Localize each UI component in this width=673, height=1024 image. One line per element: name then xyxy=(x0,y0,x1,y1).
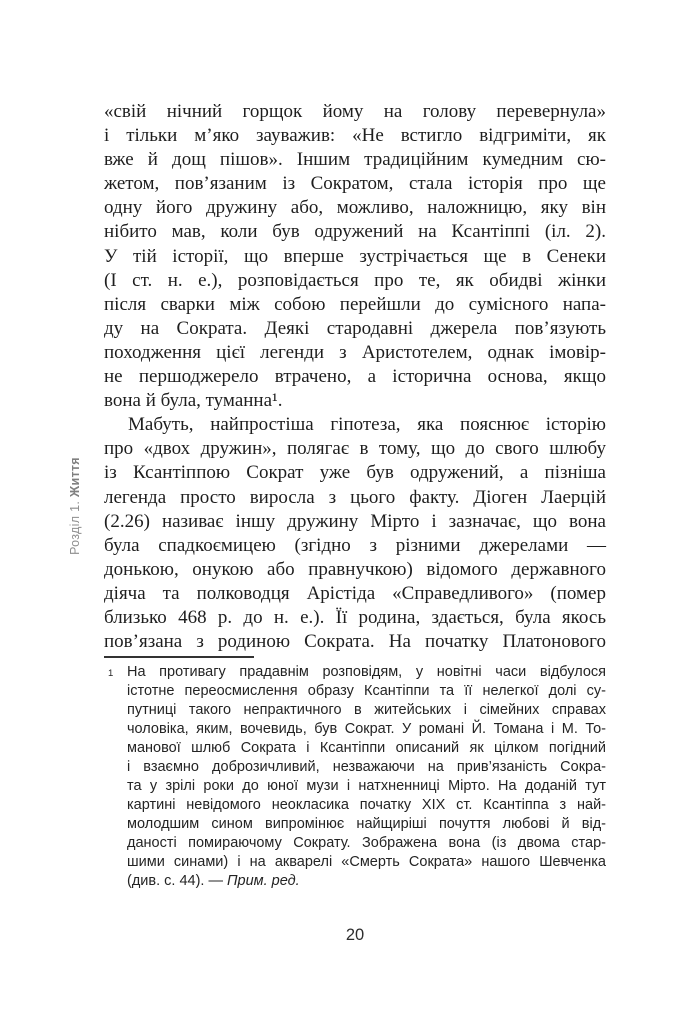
footnote-line: істотне переосмислення образу Ксантіппи та її нелегкої долі су- xyxy=(127,683,606,699)
footnote-line: та у зрілі роки до юної музи і натхненниці Мірто. На доданій тут xyxy=(127,778,606,794)
footnote-body xyxy=(104,663,606,891)
chapter-title: Життя xyxy=(68,457,82,498)
text-line: одну його дружину або, можливо, наложницю, яку він xyxy=(104,197,606,219)
text-line: Мабуть, найпростіша гіпотеза, яка пояснює історію xyxy=(128,414,606,436)
text-line: близько 468 р. до н. е.). Її родина, здається, була якось xyxy=(104,606,606,628)
text-line: (І ст. н. е.), розповідається про те, як обидві жінки xyxy=(104,269,606,291)
text-line: нібито мав, коли був одружений на Ксантіппі (іл. 2). xyxy=(104,221,606,243)
footnote-closing-text: (див. с. 44). — xyxy=(127,873,227,889)
text-line: діяча та полководця Арістіда «Справедливого» (помер xyxy=(104,582,606,604)
footnote-line: путниці такого непрактичного в житейських і сімейних справах xyxy=(127,702,606,718)
paragraph-1 xyxy=(104,100,606,413)
chapter-number: Розділ 1. xyxy=(68,497,82,555)
text-line: донькою, онукою або правнучкою) відомого державного xyxy=(104,558,606,580)
main-text-block xyxy=(104,100,606,654)
paragraph-2 xyxy=(104,413,606,654)
text-line: ду на Сократа. Деякі стародавні джерела пов’язують xyxy=(104,317,606,339)
footnote-line: молодшим сином випромінює найщиріші почуття любові й від- xyxy=(127,816,606,832)
text-line: жетом, пов’язаним із Сократом, стала історія про ще xyxy=(104,173,606,195)
text-line: не першоджерело втрачено, а історична основа, якщо xyxy=(104,366,606,388)
footnote-line: чоловіка, яким, вочевидь, був Сократ. У романі Й. Томана і М. То- xyxy=(127,721,606,737)
footnote-line: шими синами) і на акварелі «Смерть Сократа» нашого Шевченка xyxy=(127,854,606,870)
footnote-attribution: Прим. ред. xyxy=(227,873,300,889)
page-number: 20 xyxy=(345,926,365,944)
chapter-sidebar-label xyxy=(68,406,84,606)
text-line: була спадкоємицею (згідно з різними джерелами — xyxy=(104,534,606,556)
footnote-line: і взаємно доброзичливий, незважаючи на прив’язаність Сокра- xyxy=(127,759,606,775)
footnote-marker: 1 xyxy=(108,668,114,679)
text-line: «свій нічний горщок йому на голову перевернула» xyxy=(104,101,606,122)
text-line: після сварки між собою перейшли до сумісного напа- xyxy=(104,293,606,315)
text-line: (2.26) називає іншу дружину Мірто і зазначає, що вона xyxy=(104,510,606,532)
text-line: із Ксантіппою Сократ уже був одружений, а пізніша xyxy=(104,462,606,484)
footnote-block xyxy=(104,663,606,891)
text-line: пов’язана з родиною Сократа. На початку Платонового xyxy=(104,631,606,653)
footnote-line: картині невідомого неокласика початку XIX ст. Ксантіппа з най- xyxy=(127,797,606,813)
footnote-line: даності помираючому Сократу. Зображена вона (із двома стар- xyxy=(127,835,606,851)
text-line: легенда просто виросла з цього факту. Діоген Лаерцій xyxy=(104,486,606,508)
text-line: і тільки м’яко зауважив: «Не встигло відгриміти, як xyxy=(104,125,606,147)
footnote-closing-line xyxy=(127,872,606,891)
text-line: вже й дощ пішов». Іншим традиційним кумедним сю- xyxy=(104,149,606,171)
footnote-separator xyxy=(104,656,254,658)
footnote-line: На противагу прадавнім розповідям, у новітні часи відбулося xyxy=(127,664,606,680)
text-line: У тій історії, що вперше зустрічається ще в Сенеки xyxy=(104,245,606,267)
text-line: про «двох дружин», полягає в тому, що до свого шлюбу xyxy=(104,438,606,460)
text-line: вона й була, туманна¹. xyxy=(104,390,283,412)
footnote-line: манової шлюб Сократа і Ксантіппи описаний як цілком погідний xyxy=(127,740,606,756)
text-line: походження цієї легенди з Аристотелем, однак імовір- xyxy=(104,341,606,363)
